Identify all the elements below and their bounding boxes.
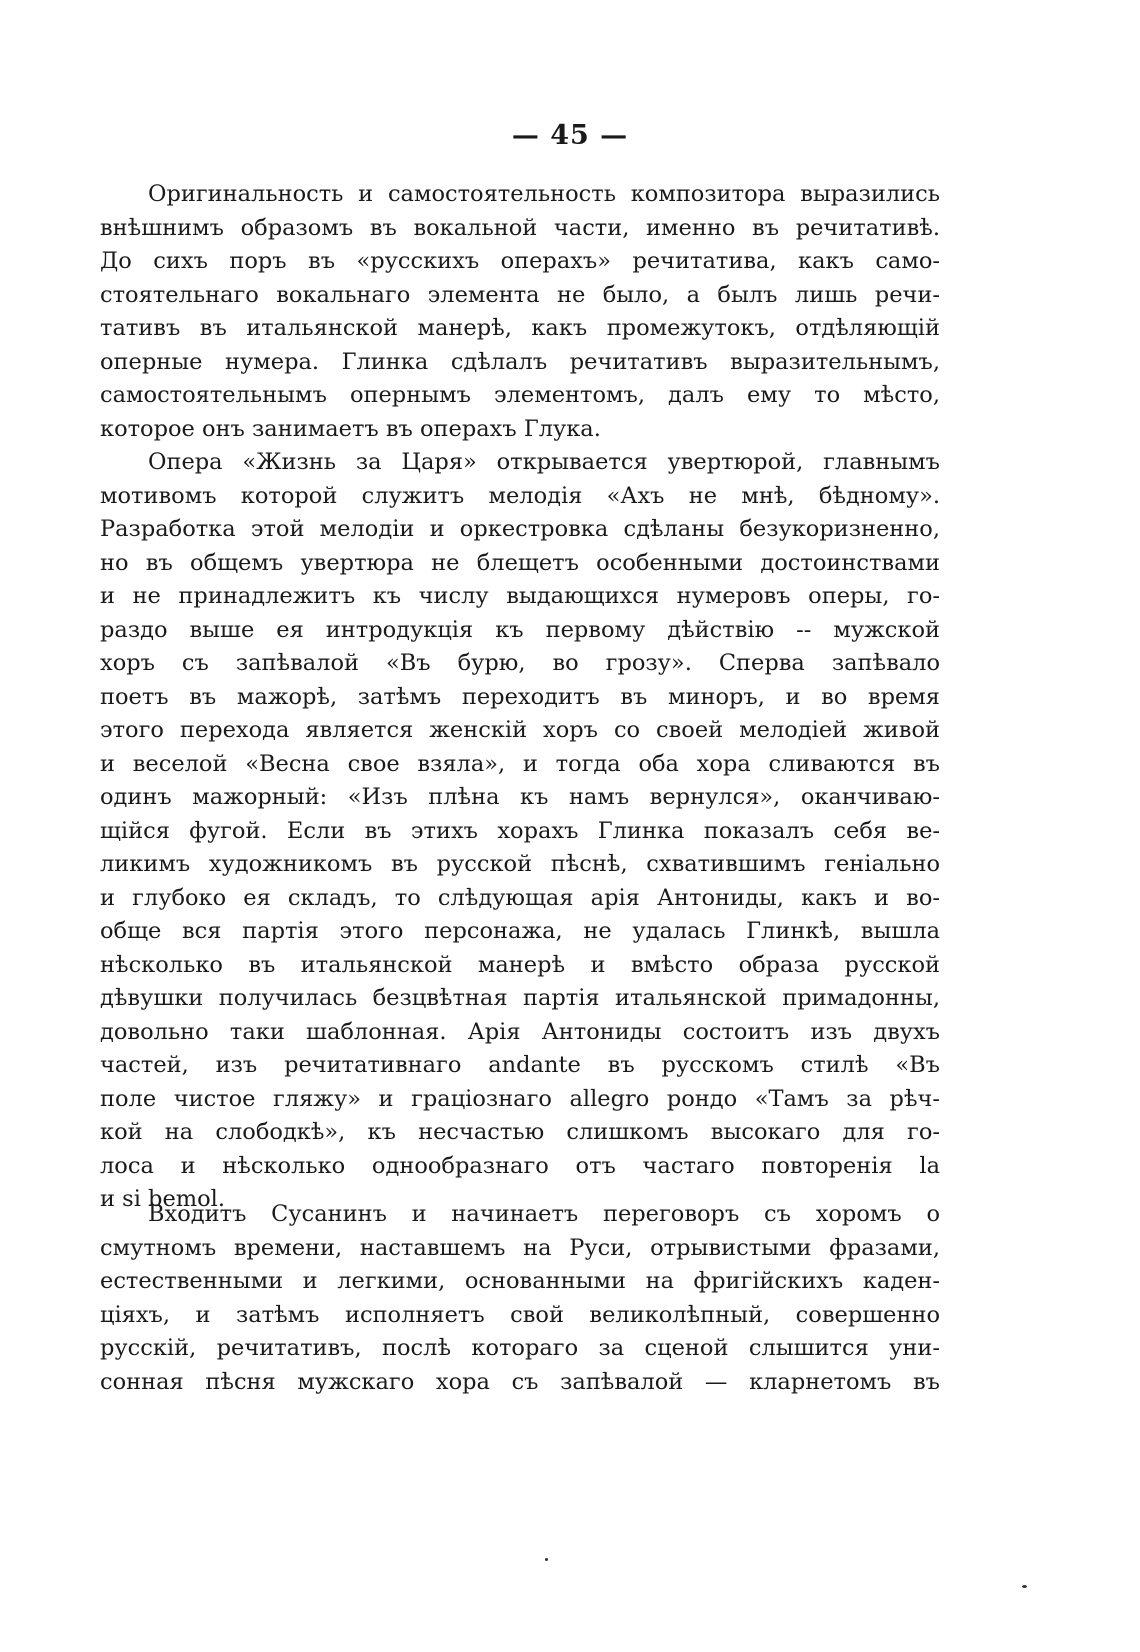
text-line: самостоятельнымъ опернымъ элементомъ, далъ ему то мѣсто, (100, 382, 940, 408)
text-line: ликимъ художникомъ въ русской пѣснѣ, схватившимъ геніально (100, 851, 940, 877)
text-line: мотивомъ которой служитъ мелодія «Ахъ не мнѣ, бѣдному». (100, 482, 940, 509)
text-line: сонная пѣсня мужскаго хора съ запѣвалой — кларнетомъ въ (100, 1368, 940, 1395)
text-line: довольно таки шаблонная. Арія Антониды состоитъ изъ двухъ (100, 1018, 940, 1045)
text-line: русскій, речитативъ, послѣ котораго за сценой слышится уни- (100, 1335, 940, 1361)
scan-speck (1022, 1585, 1027, 1588)
scan-speck (545, 1558, 548, 1561)
text-line: обще вся партія этого персонажа, не удалась Глинкѣ, вышла (100, 918, 940, 944)
paragraph-3 (100, 1198, 940, 1399)
text-line: лоса и нѣсколько однообразнаго отъ частаго повторенія la (100, 1152, 940, 1179)
text-line: которое онъ занимаетъ въ операхъ Глука. (100, 415, 601, 442)
text-line: оперные нумера. Глинка сдѣлалъ речитативъ выразительнымъ, (100, 348, 940, 375)
page-number: — 45 — (511, 120, 629, 151)
text-line: нѣсколько въ итальянской манерѣ и вмѣсто образа русской (100, 951, 940, 978)
text-line: Разработка этой мелодіи и оркестровка сдѣланы безукоризненно, (100, 516, 940, 542)
text-line: кой на слободкѣ», къ несчастью слишкомъ высокаго для го- (100, 1119, 940, 1145)
text-line: щійся фугой. Если въ этихъ хорахъ Глинка показалъ себя ве- (100, 817, 940, 844)
text-line: одинъ мажорный: «Изъ плѣна къ намъ вернулся», оканчиваю- (100, 784, 940, 810)
text-line: смутномъ времени, наставшемъ на Руси, отрывистыми фразами, (100, 1234, 940, 1261)
text-line: частей, изъ речитативнаго andante въ русскомъ стилѣ «Въ (100, 1052, 940, 1078)
text-line: внѣшнимъ образомъ въ вокальной части, именно въ речитативѣ. (100, 214, 940, 241)
text-line: и si bemol. (100, 1186, 225, 1212)
paragraph-2 (100, 446, 940, 1217)
text-line: стоятельнаго вокальнаго элемента не было, а былъ лишь речи- (100, 281, 940, 308)
text-line: этого перехода является женскій хоръ со своей мелодіей живой (100, 717, 940, 743)
text-line: дѣвушки получилась безцвѣтная партія итальянской примадонны, (100, 985, 940, 1011)
text-line: хоръ съ запѣвалой «Въ бурю, во грозу». Сперва запѣвало (100, 650, 940, 676)
text-line: Оригинальность и самостоятельность композитора выразились (148, 181, 940, 207)
text-line: поетъ въ мажорѣ, затѣмъ переходитъ въ миноръ, и во время (100, 683, 940, 710)
text-line: Входитъ Сусанинъ и начинаетъ переговоръ съ хоромъ о (148, 1201, 940, 1227)
paragraph-1 (100, 178, 940, 446)
text-line: тативъ въ итальянской манерѣ, какъ промежутокъ, отдѣляющій (100, 315, 940, 341)
text-line: раздо выше ея интродукція къ первому дѣйствію -- мужской (100, 616, 940, 643)
text-line: и не принадлежитъ къ числу выдающихся нумеровъ оперы, го- (100, 583, 940, 609)
text-line: До сихъ поръ въ «русскихъ операхъ» речитатива, какъ само- (100, 248, 940, 274)
text-line: поле чистое гляжу» и граціознаго allegro рондо «Тамъ за рѣч- (100, 1085, 940, 1112)
text-line: и глубоко ея складъ, то слѣдующая арія Антониды, какъ и во- (100, 884, 940, 911)
text-line: и веселой «Весна свое взяла», и тогда оба хора сливаются въ (100, 750, 940, 777)
text-line: но въ общемъ увертюра не блещетъ особенными достоинствами (100, 549, 940, 576)
text-line: естественными и легкими, основанными на фригійскихъ каден- (100, 1268, 940, 1294)
text-line: Опера «Жизнь за Царя» открывается увертюрой, главнымъ (148, 449, 940, 475)
text-line: ціяхъ, и затѣмъ исполняетъ свой великолѣпный, совершенно (100, 1301, 940, 1328)
